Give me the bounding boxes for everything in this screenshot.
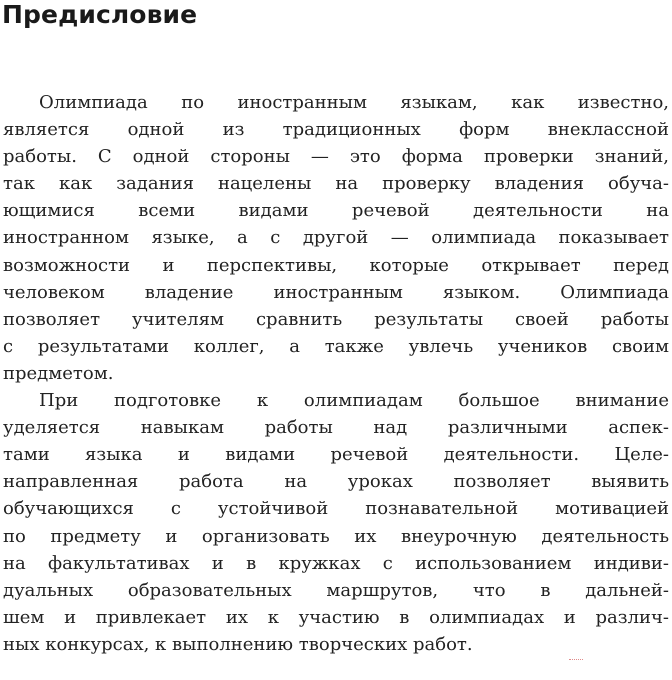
body-text	[3, 89, 669, 658]
paragraph-line: предметом.	[3, 362, 114, 384]
paragraph-line: обучающихся с устойчивой познавательной мотивацией	[3, 498, 669, 520]
paragraph-line: с результатами коллег, а также увлечь учеников своим	[3, 335, 669, 357]
paragraph-line: ных конкурсах, к выполнению творческих работ.	[3, 633, 473, 655]
paragraph-line: шем и привлекает их к участию в олимпиадах и различ-	[3, 606, 669, 628]
dotted-underline-mark	[569, 658, 583, 660]
paragraph-line: Олимпиада по иностранным языкам, как известно,	[39, 92, 669, 113]
paragraph-line: тами языка и видами речевой деятельности. Целе-	[3, 444, 669, 466]
paragraph-line: по предмету и организовать их внеурочную деятельность	[3, 525, 669, 547]
paragraph-line: возможности и перспективы, которые открывает перед	[3, 254, 669, 276]
paragraph-line: дуальных образовательных маршрутов, что в дальней-	[3, 579, 669, 601]
paragraph-line: человеком владение иностранным языком. Олимпиада	[3, 281, 669, 303]
paragraph-line: При подготовке к олимпиадам большое внимание	[39, 390, 669, 412]
paragraph-line: позволяет учителям сравнить результаты своей работы	[3, 308, 669, 330]
paragraph-line: на факультативах и в кружках с использованием индиви-	[3, 552, 669, 574]
page-title: Предисловие	[2, 0, 198, 29]
paragraph-line: работы. С одной стороны — это форма проверки знаний,	[3, 146, 669, 168]
paragraph-line: так как задания нацелены на проверку владения обуча-	[3, 173, 669, 195]
paragraph-line: иностранном языке, а с другой — олимпиада показывает	[3, 227, 669, 249]
paragraph-line: уделяется навыкам работы над различными аспек-	[3, 417, 669, 439]
paragraph-line: направленная работа на уроках позволяет выявить	[3, 471, 669, 493]
paragraph-line: является одной из традиционных форм внеклассной	[3, 119, 669, 141]
paragraph-line: ющимися всеми видами речевой деятельности на	[3, 200, 669, 222]
